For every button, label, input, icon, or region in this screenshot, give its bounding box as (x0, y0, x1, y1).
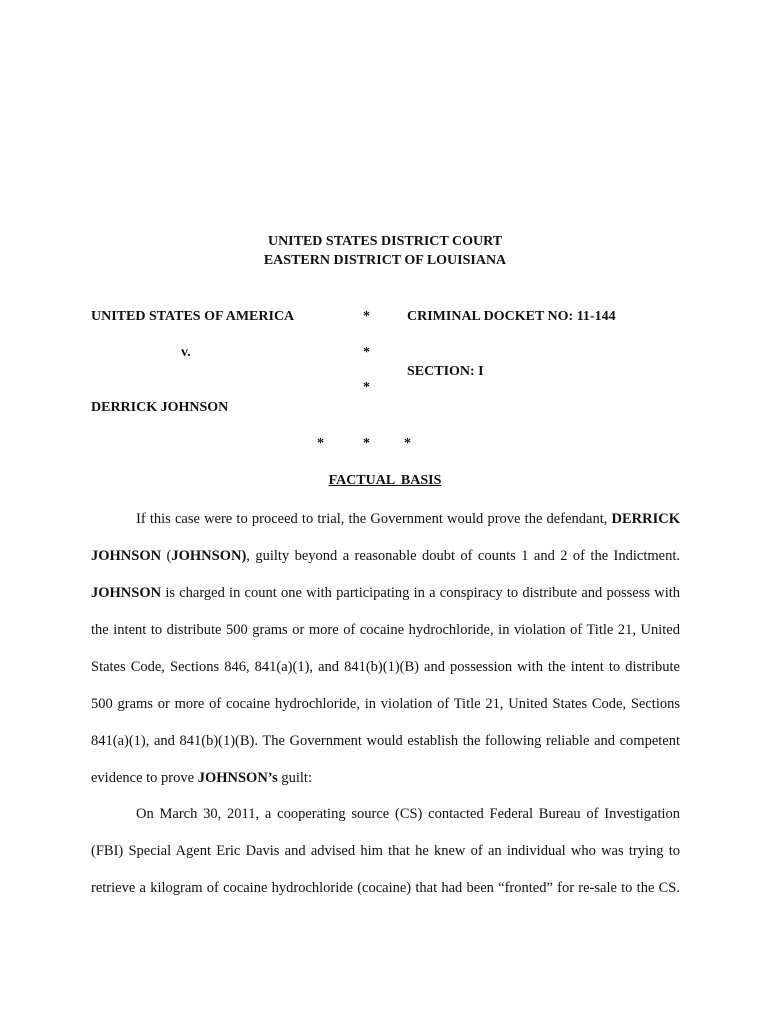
body-line: 841(a)(1), and 841(b)(1)(B). The Government would establish the following reliable and competent (91, 733, 680, 749)
body-line: JOHNSON is charged in count one with participating in a conspiracy to distribute and possess with (91, 585, 680, 601)
section-heading: FACTUAL BASIS (328, 473, 442, 488)
caption-star: * (363, 380, 370, 395)
caption-star: * (363, 345, 370, 360)
court-name: UNITED STATES DISTRICT COURT (267, 234, 503, 249)
court-district: EASTERN DISTRICT OF LOUISIANA (263, 253, 507, 268)
body-line: On March 30, 2011, a cooperating source (CS) contacted Federal Bureau of Investigation (136, 806, 680, 822)
body-line: If this case were to proceed to trial, the Government would prove the defendant, DERRICK (136, 511, 680, 527)
caption-versus: v. (181, 345, 191, 360)
body-line: (FBI) Special Agent Eric Davis and advised him that he knew of an individual who was trying to (91, 843, 680, 859)
caption-section: SECTION: I (407, 364, 484, 379)
separator-star: * (404, 436, 411, 451)
separator-star: * (363, 436, 370, 451)
body-line: evidence to prove JOHNSON’s guilt: (91, 770, 312, 786)
body-line: States Code, Sections 846, 841(a)(1), and 841(b)(1)(B) and possession with the intent to distribute (91, 659, 680, 675)
caption-docket-number: CRIMINAL DOCKET NO: 11-144 (407, 309, 616, 324)
caption-star: * (363, 309, 370, 324)
caption-plaintiff: UNITED STATES OF AMERICA (91, 309, 295, 324)
body-line: retrieve a kilogram of cocaine hydrochloride (cocaine) that had been “fronted” for re-sale to the CS. (91, 880, 680, 896)
body-line: 500 grams or more of cocaine hydrochloride, in violation of Title 21, United States Code, Sections (91, 696, 680, 712)
separator-star: * (317, 436, 324, 451)
caption-defendant: DERRICK JOHNSON (91, 400, 229, 415)
body-line: JOHNSON (JOHNSON), guilty beyond a reasonable doubt of counts 1 and 2 of the Indictment. (91, 548, 680, 564)
body-line: the intent to distribute 500 grams or more of cocaine hydrochloride, in violation of Title 21, United (91, 622, 680, 638)
